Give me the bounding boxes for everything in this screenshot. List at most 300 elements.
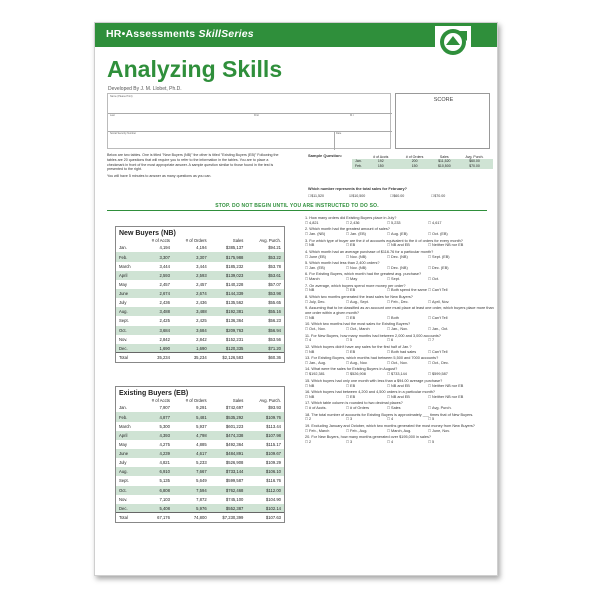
answer-options — [305, 243, 495, 248]
answer-checkbox[interactable]: ☐ Sales — [387, 406, 428, 411]
answer-checkbox[interactable]: ☐ Dec. (NB) — [387, 255, 428, 260]
table-cell: 4,617 — [173, 449, 210, 458]
table-row — [116, 344, 284, 353]
question-item — [305, 250, 495, 260]
question-item — [305, 227, 495, 237]
table-cell: Aug. — [116, 307, 140, 316]
table-cell: 6,808 — [140, 486, 173, 495]
answer-options — [305, 361, 495, 366]
table-cell: 1,690 — [173, 344, 210, 353]
answer-checkbox[interactable]: ☐ Nov. (NB) — [346, 266, 387, 271]
table-cell: 5,233 — [196, 460, 207, 466]
answer-checkbox[interactable]: ☐ NB — [305, 288, 346, 293]
answer-options — [305, 300, 495, 305]
table-cell: 2,593 — [140, 271, 173, 280]
question-item — [305, 334, 495, 344]
table-cell: 4,798 — [173, 431, 210, 440]
answer-checkbox[interactable]: ☐ Jan. (NB) — [305, 232, 346, 237]
table-cell: $53.61 — [246, 271, 284, 280]
question-text: 15. Which buyers had only one month with less than a $94.00 average purchase? — [305, 378, 443, 383]
table-cell: $139,023 — [210, 271, 247, 280]
brand-name: HR•Assessments — [106, 28, 196, 40]
answer-checkbox[interactable]: ☐ Neither NB nor EB — [428, 243, 469, 248]
answer-checkbox[interactable]: ☐ NB — [305, 384, 346, 389]
table-title: Existing Buyers (EB) — [119, 390, 189, 397]
table-cell: $492,364 — [225, 441, 244, 447]
table-row — [116, 495, 284, 504]
question-text: 11. For New Buyers, how many months had between 2,000 and 3,000 accounts? — [305, 333, 441, 338]
answer-checkbox[interactable]: ☐ 5 — [346, 338, 387, 343]
answer-checkbox[interactable]: ☐ Sept. — [387, 277, 428, 282]
first-name-label: First — [254, 114, 259, 117]
question-text: 7. On average, which buyers spend more money per order? — [305, 283, 406, 288]
table-cell: 4,877 — [140, 412, 173, 421]
answer-checkbox[interactable]: ☐ Feb., Aug. — [346, 429, 387, 434]
question-item — [305, 239, 495, 249]
table-cell: 74,800 — [173, 513, 210, 522]
answer-options — [305, 316, 495, 321]
answer-options — [305, 338, 495, 343]
table-cell: 2,842 — [159, 336, 170, 342]
table-row — [116, 458, 284, 467]
table-cell: $745,100 — [225, 496, 244, 502]
table-cell: 2,842 — [196, 336, 207, 342]
score-label: SCORE — [433, 97, 454, 103]
question-text: 20. For New Buyers, how many months generated over $195,000 in sales? — [305, 435, 431, 440]
sample-header-cell: # of Accts — [373, 155, 389, 159]
answer-checkbox[interactable]: ☐ Aug., Sept. — [346, 300, 387, 305]
table-cell: $144,339 — [210, 289, 247, 298]
table-cell: $102.14 — [246, 504, 284, 513]
table-cell: May — [119, 281, 127, 287]
answer-checkbox[interactable]: ☐ Both — [387, 316, 428, 321]
table-row — [116, 316, 284, 325]
hr-assessments-logo-icon — [431, 23, 475, 59]
answer-checkbox[interactable]: ☐ Jan., Aug. — [305, 361, 346, 366]
sample-option-label: $10,500 — [352, 194, 366, 198]
table-cell: $104.90 — [265, 496, 281, 502]
question-item — [305, 401, 495, 411]
table-cell: $71.20 — [246, 344, 284, 353]
table-cell: July — [119, 300, 127, 306]
table-cell: 5,135 — [159, 478, 170, 484]
table-cell: 4,821 — [159, 460, 170, 466]
table-cell: 2,674 — [173, 289, 210, 298]
answer-checkbox[interactable]: ☐ 2,436 — [346, 221, 387, 226]
answer-checkbox[interactable]: ☐ NB and EB — [387, 384, 428, 389]
answer-options — [305, 429, 495, 434]
table-cell: $115.17 — [266, 441, 281, 447]
table-cell: 67,176 — [140, 513, 173, 522]
table-cell: 4,194 — [159, 245, 170, 251]
table-row — [116, 504, 284, 513]
question-text: 2. Which month had the greatest amount of sales? — [305, 227, 390, 232]
answer-checkbox[interactable]: ☐ Neither NB nor EB — [428, 384, 469, 389]
sample-question-text: Which number represents the total sales for February? — [308, 187, 407, 191]
stop-divider — [107, 210, 487, 211]
table-cell: Dec. — [116, 504, 140, 513]
last-name-label: Last — [110, 114, 115, 117]
answer-checkbox[interactable]: ☐ Nov. (NB) — [346, 255, 387, 260]
table-cell: Feb. — [116, 412, 140, 421]
answer-checkbox[interactable]: ☐ Oct. (EB) — [428, 232, 469, 237]
answer-checkbox[interactable]: ☐ Jan., Nov. — [387, 327, 428, 332]
name-field-label: Name (Please Print) — [110, 95, 133, 98]
table-cell: $112.00 — [246, 486, 284, 495]
column-header: Sales — [232, 238, 244, 243]
question-text: 13. For Existing Buyers, which months had between 5,500 and 7000 accounts? — [305, 356, 439, 361]
answer-checkbox[interactable]: ☐ NB — [305, 316, 346, 321]
answer-checkbox[interactable]: ☐ April, Nov. — [428, 300, 469, 305]
table-cell: $57.07 — [268, 281, 281, 287]
column-header: # of Orders — [185, 398, 207, 403]
table-cell: 1,690 — [140, 344, 173, 353]
data-table — [116, 239, 284, 362]
assessment-sheet — [94, 22, 498, 576]
column-header: Sales — [232, 398, 244, 403]
answer-checkbox[interactable]: ☐ June (EB) — [305, 255, 346, 260]
answer-checkbox[interactable]: ☐ Feb., March — [305, 429, 346, 434]
questions-list — [305, 216, 495, 446]
question-item — [305, 216, 495, 226]
answer-checkbox[interactable]: ☐ 3 — [346, 417, 387, 422]
sample-table — [352, 155, 493, 169]
answer-options — [305, 232, 495, 237]
table-cell: $53.56 — [268, 336, 281, 342]
table-cell: $385,137 — [225, 245, 244, 251]
sample-cell: 150 — [365, 164, 397, 169]
sample-header-cell: Avg. Purch. — [465, 155, 484, 159]
sample-header-cell: # of Orders — [405, 155, 424, 159]
sample-cell: Jan. — [352, 159, 365, 164]
table-row — [116, 271, 284, 280]
answer-checkbox[interactable]: ☐ # of Orders — [346, 406, 387, 411]
question-item — [305, 284, 495, 294]
author-line: Developed By J. M. Llobet, Ph.D. — [108, 86, 182, 92]
answer-checkbox[interactable]: ☐ March, Aug. — [387, 429, 428, 434]
answer-checkbox[interactable]: ☐ 4 — [305, 338, 346, 343]
answer-checkbox[interactable]: ☐ 2 — [305, 440, 346, 445]
table-cell: 3,307 — [140, 252, 173, 261]
table-cell: 3,444 — [159, 263, 170, 269]
table-cell: $175,988 — [210, 252, 247, 261]
table-row — [116, 307, 284, 316]
page-title: Analyzing Skills — [107, 56, 283, 82]
question-text: 19. Excluding January and October, which two months generated the most money from New Buyers? — [305, 423, 475, 428]
table-row — [116, 280, 284, 289]
answer-checkbox[interactable]: ☐ 4 — [387, 417, 428, 422]
table-cell: 3,307 — [173, 252, 210, 261]
table-cell: March — [119, 263, 131, 269]
score-box[interactable] — [395, 93, 490, 149]
total-row — [116, 513, 284, 522]
answer-checkbox[interactable]: ☐ NB — [305, 243, 346, 248]
table-cell: 2,457 — [159, 281, 170, 287]
stop-notice: STOP. DO NOT BEGIN UNTIL YOU ARE INSTRUCTED TO DO SO. — [215, 203, 379, 209]
answer-checkbox[interactable]: ☐ Dec. (EB) — [428, 266, 469, 271]
answer-checkbox[interactable]: ☐ Jan. (EB) — [346, 232, 387, 237]
ssn-label: Social Security Number — [110, 132, 137, 135]
table-cell: $113.44 — [266, 423, 281, 429]
table-cell: 7,907 — [159, 405, 170, 411]
answer-checkbox[interactable]: ☐ NB — [305, 395, 346, 400]
answer-checkbox[interactable]: ☐ $192,381 — [305, 372, 346, 377]
table-cell: $94.21 — [268, 245, 281, 251]
table-cell: $106.10 — [246, 467, 284, 476]
sample-option-checked[interactable]: ☑$10,500 — [349, 194, 366, 198]
table-row — [116, 412, 284, 421]
table-row — [116, 262, 284, 271]
answer-checkbox[interactable]: ☐ Can't Tell — [428, 316, 469, 321]
answer-checkbox[interactable]: ☐ 4,821 — [305, 221, 346, 226]
table-cell: 2,457 — [196, 281, 207, 287]
answer-checkbox[interactable]: ☐ July, Dec. — [305, 300, 346, 305]
table-cell: 35,234 — [140, 353, 173, 362]
table-cell: 3,684 — [173, 326, 210, 335]
answer-options — [305, 277, 495, 282]
table-cell: Nov. — [119, 496, 128, 502]
column-header: # of Orders — [185, 238, 207, 243]
answer-options — [305, 384, 495, 389]
answer-checkbox[interactable]: ☐ 5,233 — [387, 221, 428, 226]
table-cell: 5,408 — [140, 504, 173, 513]
table-cell: $526,908 — [225, 460, 244, 466]
answer-checkbox[interactable]: ☐ 2 — [305, 417, 346, 422]
middle-initial-label: M.I. — [350, 114, 355, 117]
answer-checkbox[interactable]: ☐ 5 — [428, 417, 469, 422]
answer-options — [305, 266, 495, 271]
table-cell: $107.63 — [246, 513, 284, 522]
table-row — [116, 243, 284, 252]
answer-checkbox[interactable]: ☐ Avg. Purch. — [428, 406, 469, 411]
answer-checkbox[interactable]: ☐ Jan., Oct. — [428, 327, 469, 332]
table-cell: $484,891 — [210, 449, 247, 458]
answer-options — [305, 406, 495, 411]
table-cell: 2,436 — [196, 300, 207, 306]
ssn-field-line[interactable] — [108, 131, 392, 132]
answer-options — [305, 440, 495, 445]
table-cell: Dec. — [116, 344, 140, 353]
answer-checkbox[interactable]: ☐ # of Accts. — [305, 406, 346, 411]
answer-checkbox[interactable]: ☐ Jan. (EB) — [305, 266, 346, 271]
table-cell: July — [119, 460, 127, 466]
table-cell: $109.67 — [246, 449, 284, 458]
table-cell: 3,488 — [173, 307, 210, 316]
sample-option-label: $70.00 — [434, 194, 446, 198]
table-cell: 5,649 — [196, 478, 207, 484]
question-text: 6. For Existing Buyers, which month had the greatest avg. purchase? — [305, 272, 422, 277]
question-text: 14. What were the sales for Existing Buyers in August? — [305, 367, 398, 372]
table-cell: 2,436 — [159, 300, 170, 306]
answer-checkbox[interactable]: ☐ NB and EB — [387, 395, 428, 400]
question-text: 12. Which buyers didn't have any sales for the first half of Jan.? — [305, 344, 412, 349]
sample-question-label: Sample Question: — [308, 153, 343, 158]
table-cell: $7,230,399 — [210, 513, 247, 522]
question-text: 16. Which buyers had between 4,200 and 4,500 orders in a particular month? — [305, 390, 436, 395]
question-text: 1. How many orders did Existing Buyers place in July? — [305, 216, 397, 220]
new-buyers-table — [115, 226, 285, 363]
answer-options — [305, 221, 495, 226]
table-cell: 6,910 — [140, 467, 173, 476]
sample-cell: 192 — [365, 159, 397, 164]
table-cell: April — [116, 271, 140, 280]
table-cell: Sept. — [119, 478, 129, 484]
answer-checkbox[interactable]: ☐ $733,144 — [387, 372, 428, 377]
answer-checkbox[interactable]: ☐ $599,587 — [428, 372, 469, 377]
table-cell: $185,232 — [225, 263, 244, 269]
answer-checkbox[interactable]: ☐ June, Nov. — [428, 429, 469, 434]
table-cell: 5,937 — [196, 423, 207, 429]
table-cell: $733,144 — [210, 467, 247, 476]
sample-option[interactable]: ☐$11,520 — [308, 194, 324, 198]
answer-options — [305, 288, 495, 293]
table-row — [116, 467, 284, 476]
answer-checkbox[interactable]: ☐ 3 — [346, 440, 387, 445]
question-text: 10. Which two months had the most sales for Existing Buyers? — [305, 322, 411, 327]
table-cell: $53.22 — [246, 252, 284, 261]
question-text: 17. Which table column is rounded to two decimal places? — [305, 401, 403, 406]
table-row — [116, 403, 284, 412]
table-cell: $116.76 — [266, 478, 281, 484]
answer-checkbox[interactable]: ☐ EB — [346, 384, 387, 389]
answer-checkbox[interactable]: ☐ 4 — [387, 440, 428, 445]
table-cell: Sept. — [119, 318, 129, 324]
sample-option[interactable]: ☐$60.00 — [390, 194, 405, 198]
question-item — [305, 272, 495, 282]
table-row — [116, 476, 284, 485]
question-text: 5. Which month had less than 2,400 orders? — [305, 261, 380, 266]
table-cell: $136,364 — [225, 318, 244, 324]
table-cell: 3,684 — [140, 326, 173, 335]
sample-cell: 200 — [397, 159, 433, 164]
sample-row — [352, 164, 493, 169]
table-cell: $599,587 — [225, 478, 244, 484]
table-cell: Jan. — [119, 245, 127, 251]
table-row — [116, 326, 284, 335]
table-row — [116, 335, 284, 344]
table-cell: $56.94 — [246, 326, 284, 335]
table-cell: 9,291 — [196, 405, 207, 411]
answer-checkbox[interactable]: ☐ Aug., Nov. — [346, 361, 387, 366]
answer-checkbox[interactable]: ☐ EB — [346, 395, 387, 400]
table-cell: 3,444 — [196, 263, 207, 269]
table-cell: 4,885 — [196, 441, 207, 447]
answer-checkbox[interactable]: ☐ Oct., March — [346, 327, 387, 332]
table-cell: $2,126,583 — [210, 353, 247, 362]
answer-options — [305, 350, 495, 355]
table-cell: $109.76 — [246, 412, 284, 421]
answer-checkbox[interactable]: ☐ 7 — [428, 338, 469, 343]
answer-checkbox[interactable]: ☐ 5 — [428, 440, 469, 445]
table-cell: 2,593 — [173, 271, 210, 280]
question-text: 4. Which month had an average purchase of $116.76 for a particular month? — [305, 249, 434, 254]
table-cell: $93.93 — [268, 405, 281, 411]
answer-checkbox[interactable]: ☐ Sept. (EB) — [428, 255, 469, 260]
table-row — [116, 486, 284, 495]
table-cell: $107.98 — [246, 431, 284, 440]
answer-checkbox[interactable]: ☐ EB — [346, 350, 387, 355]
table-cell: $56.23 — [268, 318, 281, 324]
instructions-paragraph: Below are two tables. One is titled "New Buyers (NB)" the other is titled "Existing Buyers (EB)" Following the tables are 20 questions that will require you to refer to the information in the tables. You are to place a checkmark in front of the most appropriate answer. A sample question similar to those found in the test is presented to the right. — [107, 153, 279, 172]
total-row — [116, 353, 284, 362]
table-cell: June — [116, 289, 140, 298]
question-text: 3. For which type of buyer are the # of accounts equivalent to the # of orders for every month? — [305, 238, 463, 243]
question-item — [305, 261, 495, 271]
answer-checkbox[interactable]: ☐ Feb., Dec. — [387, 300, 428, 305]
answer-checkbox[interactable]: ☐ May — [346, 277, 387, 282]
answer-checkbox[interactable]: ☐ $526,908 — [346, 372, 387, 377]
table-cell: $55.16 — [246, 307, 284, 316]
answer-checkbox[interactable]: ☐ Neither NB nor EB — [428, 395, 469, 400]
answer-checkbox[interactable]: ☐ Oct., Dec. — [428, 361, 469, 366]
question-item — [305, 306, 495, 320]
sample-option[interactable]: ☐$70.00 — [431, 194, 446, 198]
answer-checkbox[interactable]: ☐ 6 — [387, 338, 428, 343]
brand-series: SkillSeries — [198, 28, 254, 40]
answer-checkbox[interactable]: ☐ EB — [346, 243, 387, 248]
answer-checkbox[interactable]: ☐ 4,617 — [428, 221, 469, 226]
table-cell: $601,223 — [225, 423, 244, 429]
sample-cell: 150 — [397, 164, 433, 169]
sample-cell: $70.00 — [456, 164, 493, 169]
table-cell: 5,976 — [173, 504, 210, 513]
answer-checkbox[interactable]: ☐ NB and EB — [387, 243, 428, 248]
table-cell: March — [119, 423, 131, 429]
instructions — [107, 153, 285, 181]
table-title: New Buyers (NB) — [119, 230, 176, 237]
answer-checkbox[interactable]: ☐ Both had sales — [387, 350, 428, 355]
table-cell: 7,667 — [173, 467, 210, 476]
table-cell: $552,387 — [210, 504, 247, 513]
table-cell: Feb. — [116, 252, 140, 261]
sample-cell: $11,520 — [433, 159, 456, 164]
answer-checkbox[interactable]: ☐ EB — [346, 288, 387, 293]
answer-checkbox[interactable]: ☐ Can't Tell — [428, 350, 469, 355]
answer-checkbox[interactable]: ☐ Both spend the same — [387, 288, 428, 293]
table-cell: June — [116, 449, 140, 458]
answer-checkbox[interactable]: ☐ Oct., Nov. — [305, 327, 346, 332]
table-cell: 4,239 — [140, 449, 173, 458]
time-limit-note: You will have 5 minutes to answer as many questions as you can. — [107, 174, 212, 179]
table-row — [116, 449, 284, 458]
answer-checkbox[interactable]: ☐ Oct., Nov. — [387, 361, 428, 366]
table-cell: $120,335 — [210, 344, 247, 353]
answer-checkbox[interactable]: ☐ Oct. — [428, 277, 469, 282]
table-cell: 3,488 — [140, 307, 173, 316]
question-item — [305, 367, 495, 377]
answer-checkbox[interactable]: ☐ Aug. (EB) — [387, 232, 428, 237]
table-cell: $192,381 — [210, 307, 247, 316]
column-header: Avg. Purch. — [259, 398, 281, 403]
table-row — [116, 298, 284, 307]
table-row — [116, 440, 284, 449]
answer-checkbox[interactable]: ☐ Can't Tell — [428, 288, 469, 293]
table-cell: 5,300 — [159, 423, 170, 429]
question-item — [305, 356, 495, 366]
table-cell: Total — [116, 353, 140, 362]
table-cell: $152,231 — [225, 336, 244, 342]
sample-cell: $60.00 — [456, 159, 493, 164]
table-cell: $109.29 — [265, 460, 281, 466]
answer-checkbox[interactable]: ☐ March — [305, 277, 346, 282]
table-cell: Aug. — [116, 467, 140, 476]
answer-checkbox[interactable]: ☐ EB — [346, 316, 387, 321]
question-item — [305, 413, 495, 423]
answer-checkbox[interactable]: ☐ NB — [305, 350, 346, 355]
table-cell: 5,481 — [173, 412, 210, 421]
answer-checkbox[interactable]: ☐ Dec. (NB) — [387, 266, 428, 271]
question-text: 18. The total number of accounts for Existing Buyers is approximately ___ times that of New Buyers. — [305, 412, 474, 417]
